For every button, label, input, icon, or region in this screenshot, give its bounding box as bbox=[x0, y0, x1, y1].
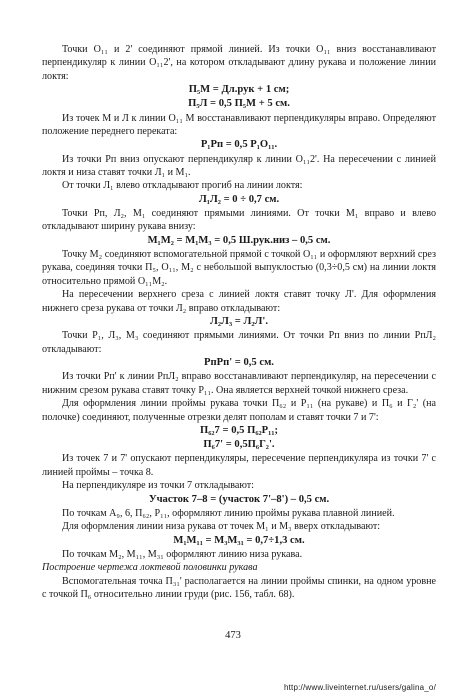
body-paragraph: Точку М₂ соединяют вспомогательной прямой с точкой О₁₁ и оформляют верхний срез рукава, соединяя точки П₅, О₁₁, М₂ с небольшой выпуклостью (0,3÷0,5 см) на линии локтя относительно прямой О₁₁М₂. bbox=[42, 249, 436, 287]
formula-line: М₁М₁₁ = М₃М₃₁ = 0,7÷1,3 см. bbox=[173, 534, 305, 546]
body-paragraph: Точки Р₁, Л₃, М₃ соединяют прямыми линиями. От точки Рп вниз по линии РпЛ₂ откладывают: bbox=[42, 330, 436, 355]
body-paragraph: Из точек М и Л к линии О₁₁ М восстанавливают перпендикуляры вправо. Определяют положение переднего переката: bbox=[42, 112, 436, 138]
body-paragraph: Точки Рп, Л₂, М₁ соединяют прямыми линиями. От точки М₁ вправо и влево откладывают ширину рукава внизу: bbox=[42, 208, 436, 233]
body-paragraph: Для оформления линии низа рукава от точек М₁ и М₃ вверх откладывают: bbox=[62, 521, 381, 533]
body-paragraph: Из точек 7 и 7' опускают перпендикуляры, пересечение перпендикуляра из точки 7' с линией проймы – точка 8. bbox=[42, 453, 436, 478]
formula-line: Р₁Рп = 0,5 Р₁О₁₁. bbox=[200, 139, 278, 151]
formula-line: Участок 7–8 = (участок 7'–8') – 0,5 см. bbox=[148, 493, 330, 505]
body-paragraph: Вспомогательная точка П₃₁' располагается на линии проймы спинки, на одном уровне с точкой П₆ относительно линии груди (рис. 156, табл. 68). bbox=[42, 575, 436, 601]
formula-line: П₆7' = 0,5П₆Г₂'. bbox=[203, 439, 275, 451]
formula-line: Л₁Л₂ = 0 ÷ 0,7 см. bbox=[198, 193, 280, 205]
body-paragraph: По точкам А₉, 6, П₆₂, Р₁₁, оформляют линию проймы рукава плавной линией. bbox=[62, 507, 395, 519]
body-paragraph: Из точки Рп вниз опускают перпендикуляр к линии О₁₁2'. На пересечении с линией локтя и низа ставят точки Л₁ и М₁. bbox=[42, 153, 436, 179]
body-paragraph: Для оформления линии проймы рукава точки П₆₂ и Р₁₁ (на рукаве) и П₆ и Г₂' (на полочке) соединяют, полученные отрезки делят пополам и ставят точки 7 и 7': bbox=[42, 398, 436, 423]
body-paragraph: По точкам М₂, М₁₁, М₃₁ оформляют линию низа рукава. bbox=[62, 548, 303, 560]
body-paragraph: Точки О₁₁ и 2' соединяют прямой линией. Из точки О₁₁ вниз восстанавливают перпендикуляр к линии О₁₁2', на котором откладывают длину рукава и положение линии локтя: bbox=[42, 44, 436, 82]
source-url-footer: http://www.liveinternet.ru/users/galina_o/ bbox=[283, 683, 436, 692]
formula-line: РпРп' = 0,5 см. bbox=[204, 357, 274, 369]
formula-line: П₅Л = 0,5 П₅М + 5 см. bbox=[188, 98, 290, 110]
page-content bbox=[42, 43, 436, 601]
page-number: 473 bbox=[225, 630, 241, 641]
formula-line: П₅М = Дл.рук + 1 см; bbox=[188, 84, 290, 96]
body-paragraph: На пересечении верхнего среза с линией локтя ставят точку Л'. Для оформления нижнего среза рукава от точки Л₂ вправо откладывают: bbox=[42, 289, 436, 314]
formula-line: П₆₂7 = 0,5 П₆₂Р₁₁; bbox=[199, 424, 279, 436]
body-paragraph: На перпендикуляре из точки 7 откладывают: bbox=[62, 480, 254, 492]
formula-line: М₁М₂ = М₁М₃ = 0,5 Ш.рук.низ – 0,5 см. bbox=[147, 234, 331, 246]
formula-line: Л₂Л₃ = Л₂Л'. bbox=[209, 316, 269, 328]
body-paragraph: Из точки Рп' к линии РпЛ₂ вправо восстанавливают перпендикуляр, на пересечении с нижним срезом рукава ставят точку Р₁₁. Она является верхней точкой нижнего среза. bbox=[42, 371, 436, 396]
section-subheading: Построение чертежа локтевой половинки рукава bbox=[42, 562, 258, 574]
body-paragraph: От точки Л₁ влево откладывают прогиб на линии локтя: bbox=[62, 180, 303, 192]
